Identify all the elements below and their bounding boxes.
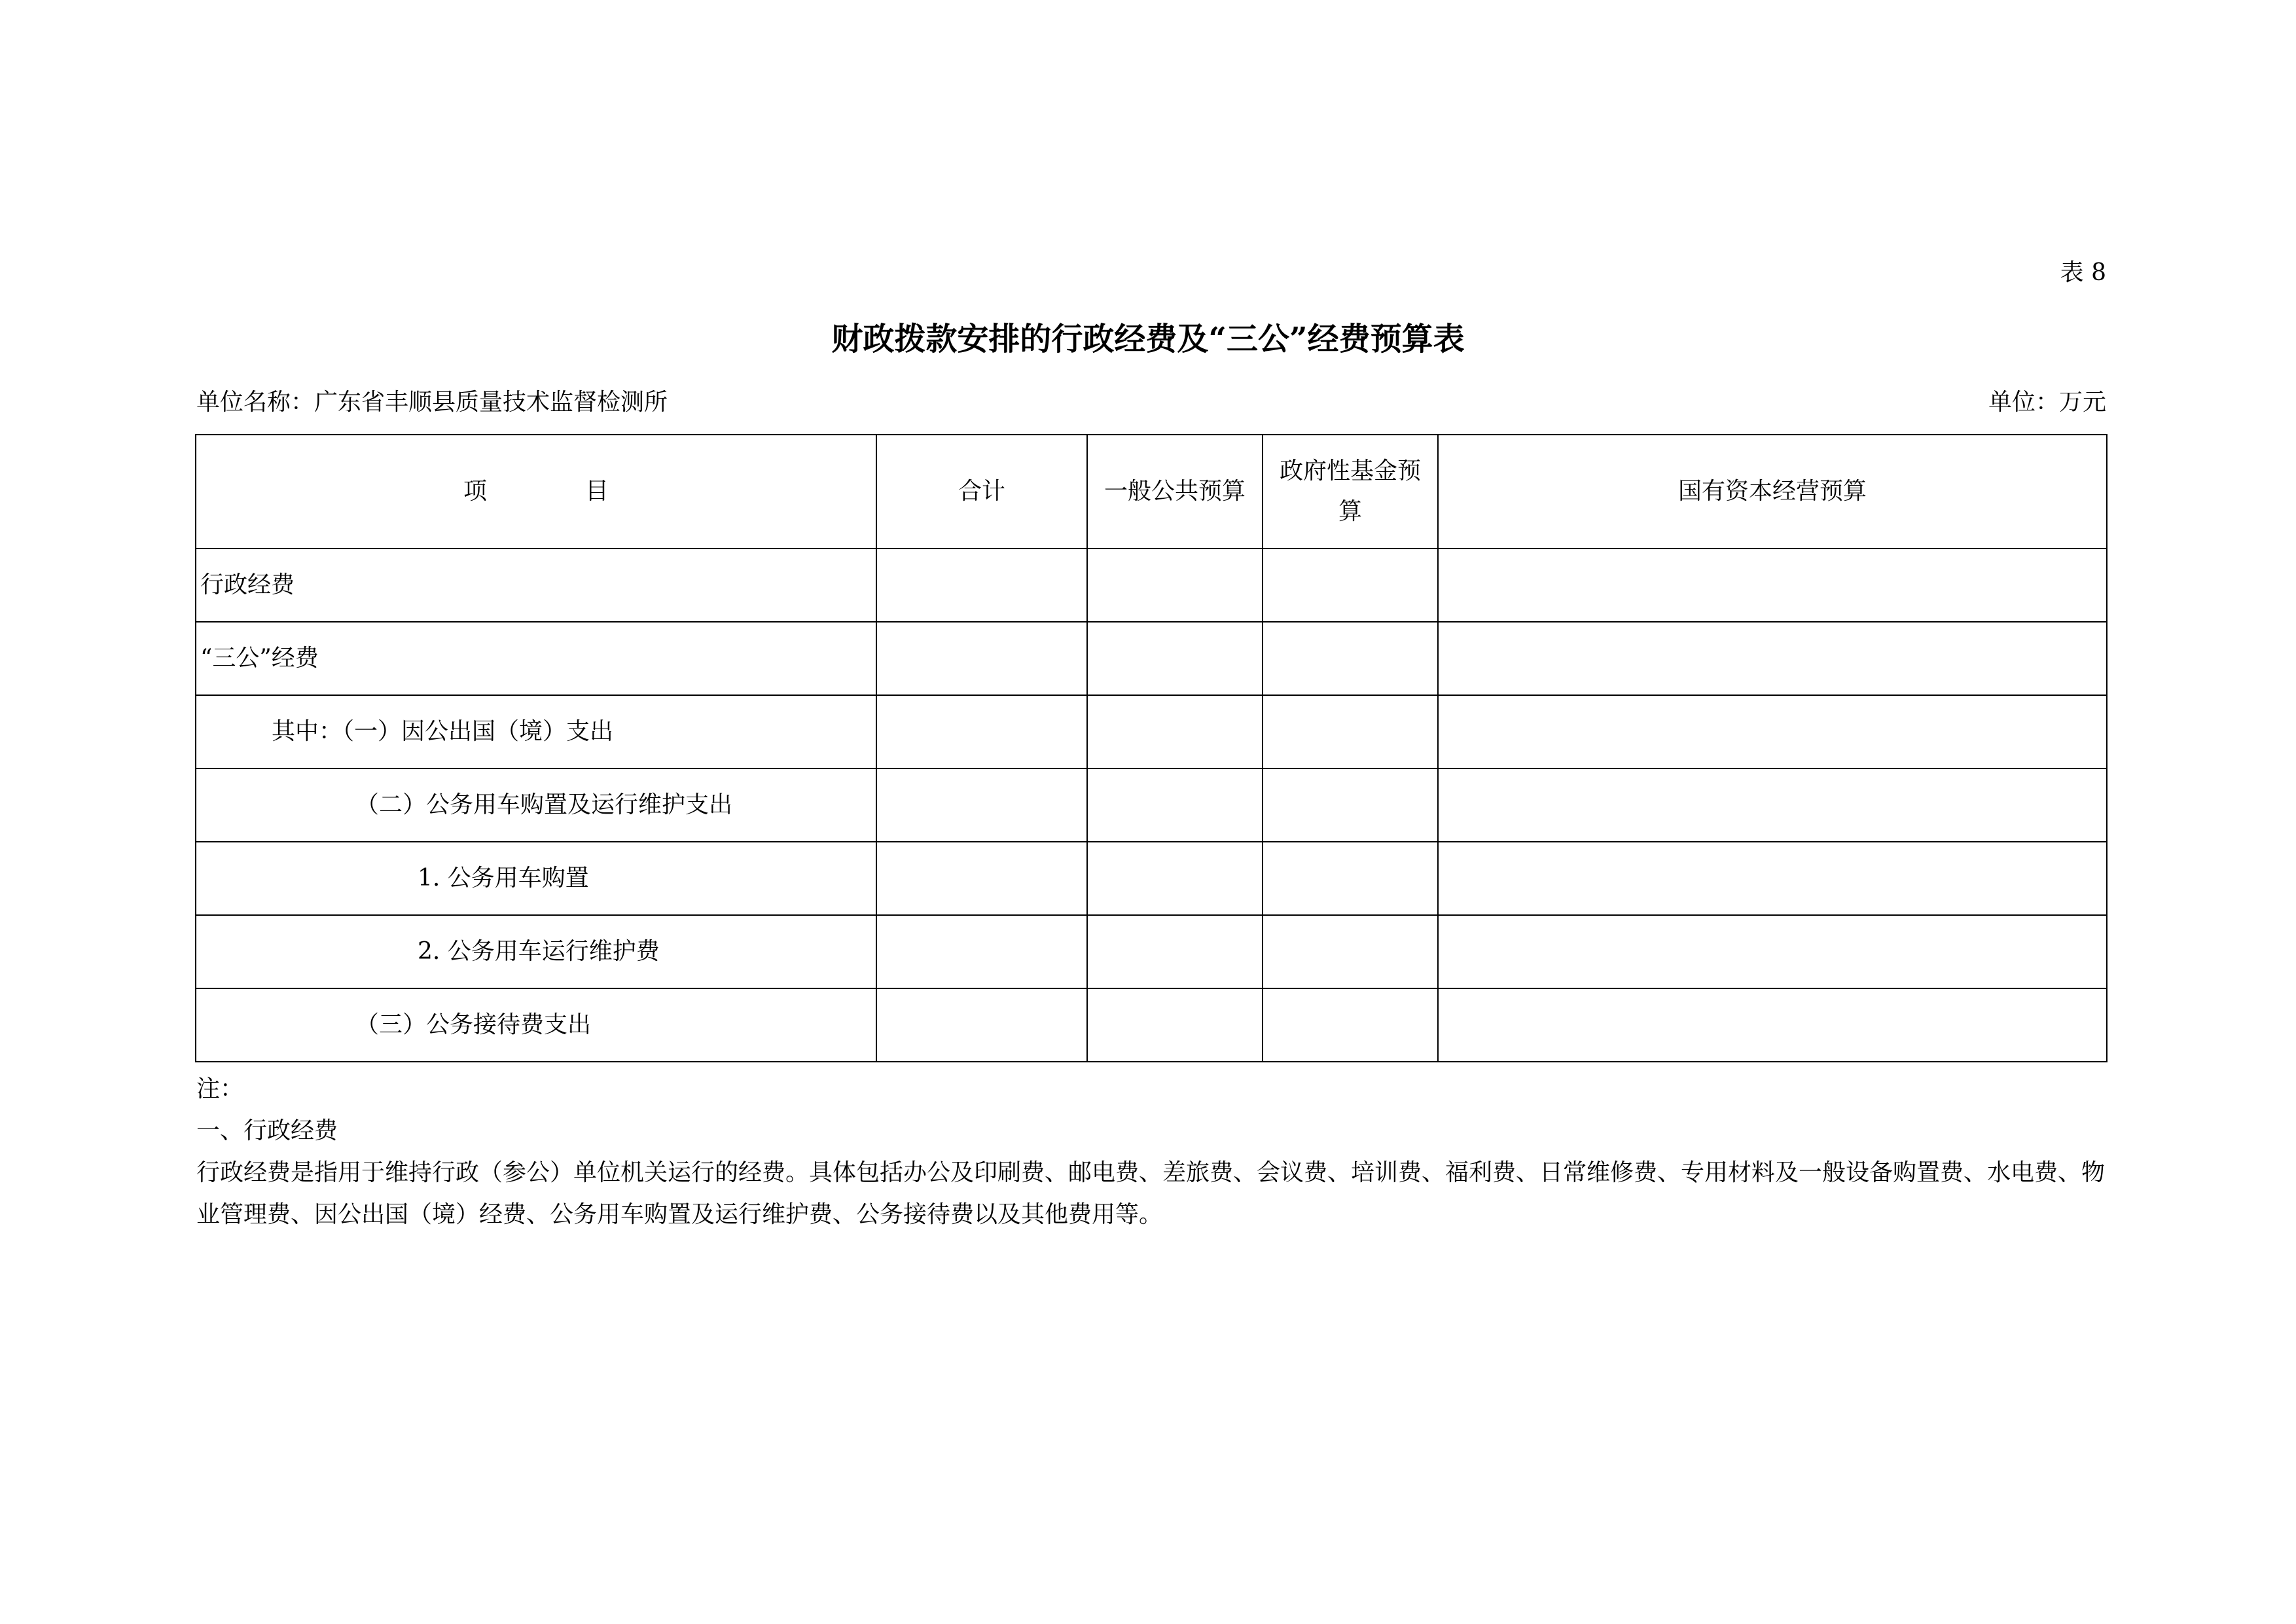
- notes-body: 行政经费是指用于维持行政（参公）单位机关运行的经费。具体包括办公及印刷费、邮电费、差旅费、会议费、培训费、福利费、日常维修费、专用材料及一般设备购置费、水电费、物业管理费、因公出国（境）经费、公务用车购置及运行维护费、公务接待费以及其他费用等。: [196, 1159, 2106, 1228]
- row-label: 2. 公务用车运行维护费: [196, 915, 876, 988]
- row-general: [1087, 622, 1263, 695]
- budget-table: [195, 434, 2108, 1062]
- table-row: [196, 842, 2107, 915]
- row-gov-fund: [1263, 988, 1438, 1062]
- row-gov-fund: [1263, 695, 1438, 768]
- row-state-capital: [1438, 549, 2107, 622]
- row-label: 其中：（一）因公出国（境）支出: [196, 695, 876, 768]
- header-item: [196, 435, 876, 549]
- table-row: [196, 988, 2107, 1062]
- row-general: [1087, 549, 1263, 622]
- notes-heading: 注：: [196, 1075, 244, 1102]
- row-gov-fund: [1263, 842, 1438, 915]
- row-label: 1. 公务用车购置: [196, 842, 876, 915]
- row-general: [1087, 695, 1263, 768]
- row-general: [1087, 768, 1263, 842]
- header-total: 合计: [876, 435, 1087, 549]
- notes-section: [196, 1068, 2108, 1236]
- currency-unit: 单位：万元: [1988, 389, 2106, 416]
- table-row: [196, 915, 2107, 988]
- row-label: 行政经费: [196, 549, 876, 622]
- row-total: [876, 842, 1087, 915]
- header-item-right: 目: [585, 478, 609, 505]
- row-state-capital: [1438, 768, 2107, 842]
- header-state-capital-budget: 国有资本经营预算: [1438, 435, 2107, 549]
- row-gov-fund: [1263, 549, 1438, 622]
- table-number: 表 8: [2060, 259, 2106, 286]
- row-gov-fund: [1263, 915, 1438, 988]
- header-item-left: 项: [463, 478, 487, 505]
- row-label: （二）公务用车购置及运行维护支出: [196, 768, 876, 842]
- header-general-budget: 一般公共预算: [1087, 435, 1263, 549]
- row-general: [1087, 988, 1263, 1062]
- table-row: [196, 695, 2107, 768]
- table-row: [196, 768, 2107, 842]
- row-label: （三）公务接待费支出: [196, 988, 876, 1062]
- header-gov-fund-budget: [1263, 435, 1438, 549]
- row-total: [876, 622, 1087, 695]
- row-general: [1087, 842, 1263, 915]
- row-state-capital: [1438, 695, 2107, 768]
- row-label: “三公”经费: [196, 622, 876, 695]
- row-state-capital: [1438, 915, 2107, 988]
- unit-name: 单位名称：广东省丰顺县质量技术监督检测所: [196, 389, 668, 416]
- row-state-capital: [1438, 842, 2107, 915]
- table-header-row: [196, 435, 2107, 549]
- page-title: 财政拨款安排的行政经费及“三公”经费预算表: [831, 321, 1465, 357]
- row-total: [876, 768, 1087, 842]
- row-total: [876, 695, 1087, 768]
- row-total: [876, 988, 1087, 1062]
- row-gov-fund: [1263, 622, 1438, 695]
- row-total: [876, 915, 1087, 988]
- notes-section-title: 一、行政经费: [196, 1117, 338, 1144]
- row-state-capital: [1438, 622, 2107, 695]
- header-gov-fund-text: 政府性基金预算: [1279, 458, 1421, 525]
- row-gov-fund: [1263, 768, 1438, 842]
- table-row: [196, 549, 2107, 622]
- row-state-capital: [1438, 988, 2107, 1062]
- row-general: [1087, 915, 1263, 988]
- table-row: [196, 622, 2107, 695]
- row-total: [876, 549, 1087, 622]
